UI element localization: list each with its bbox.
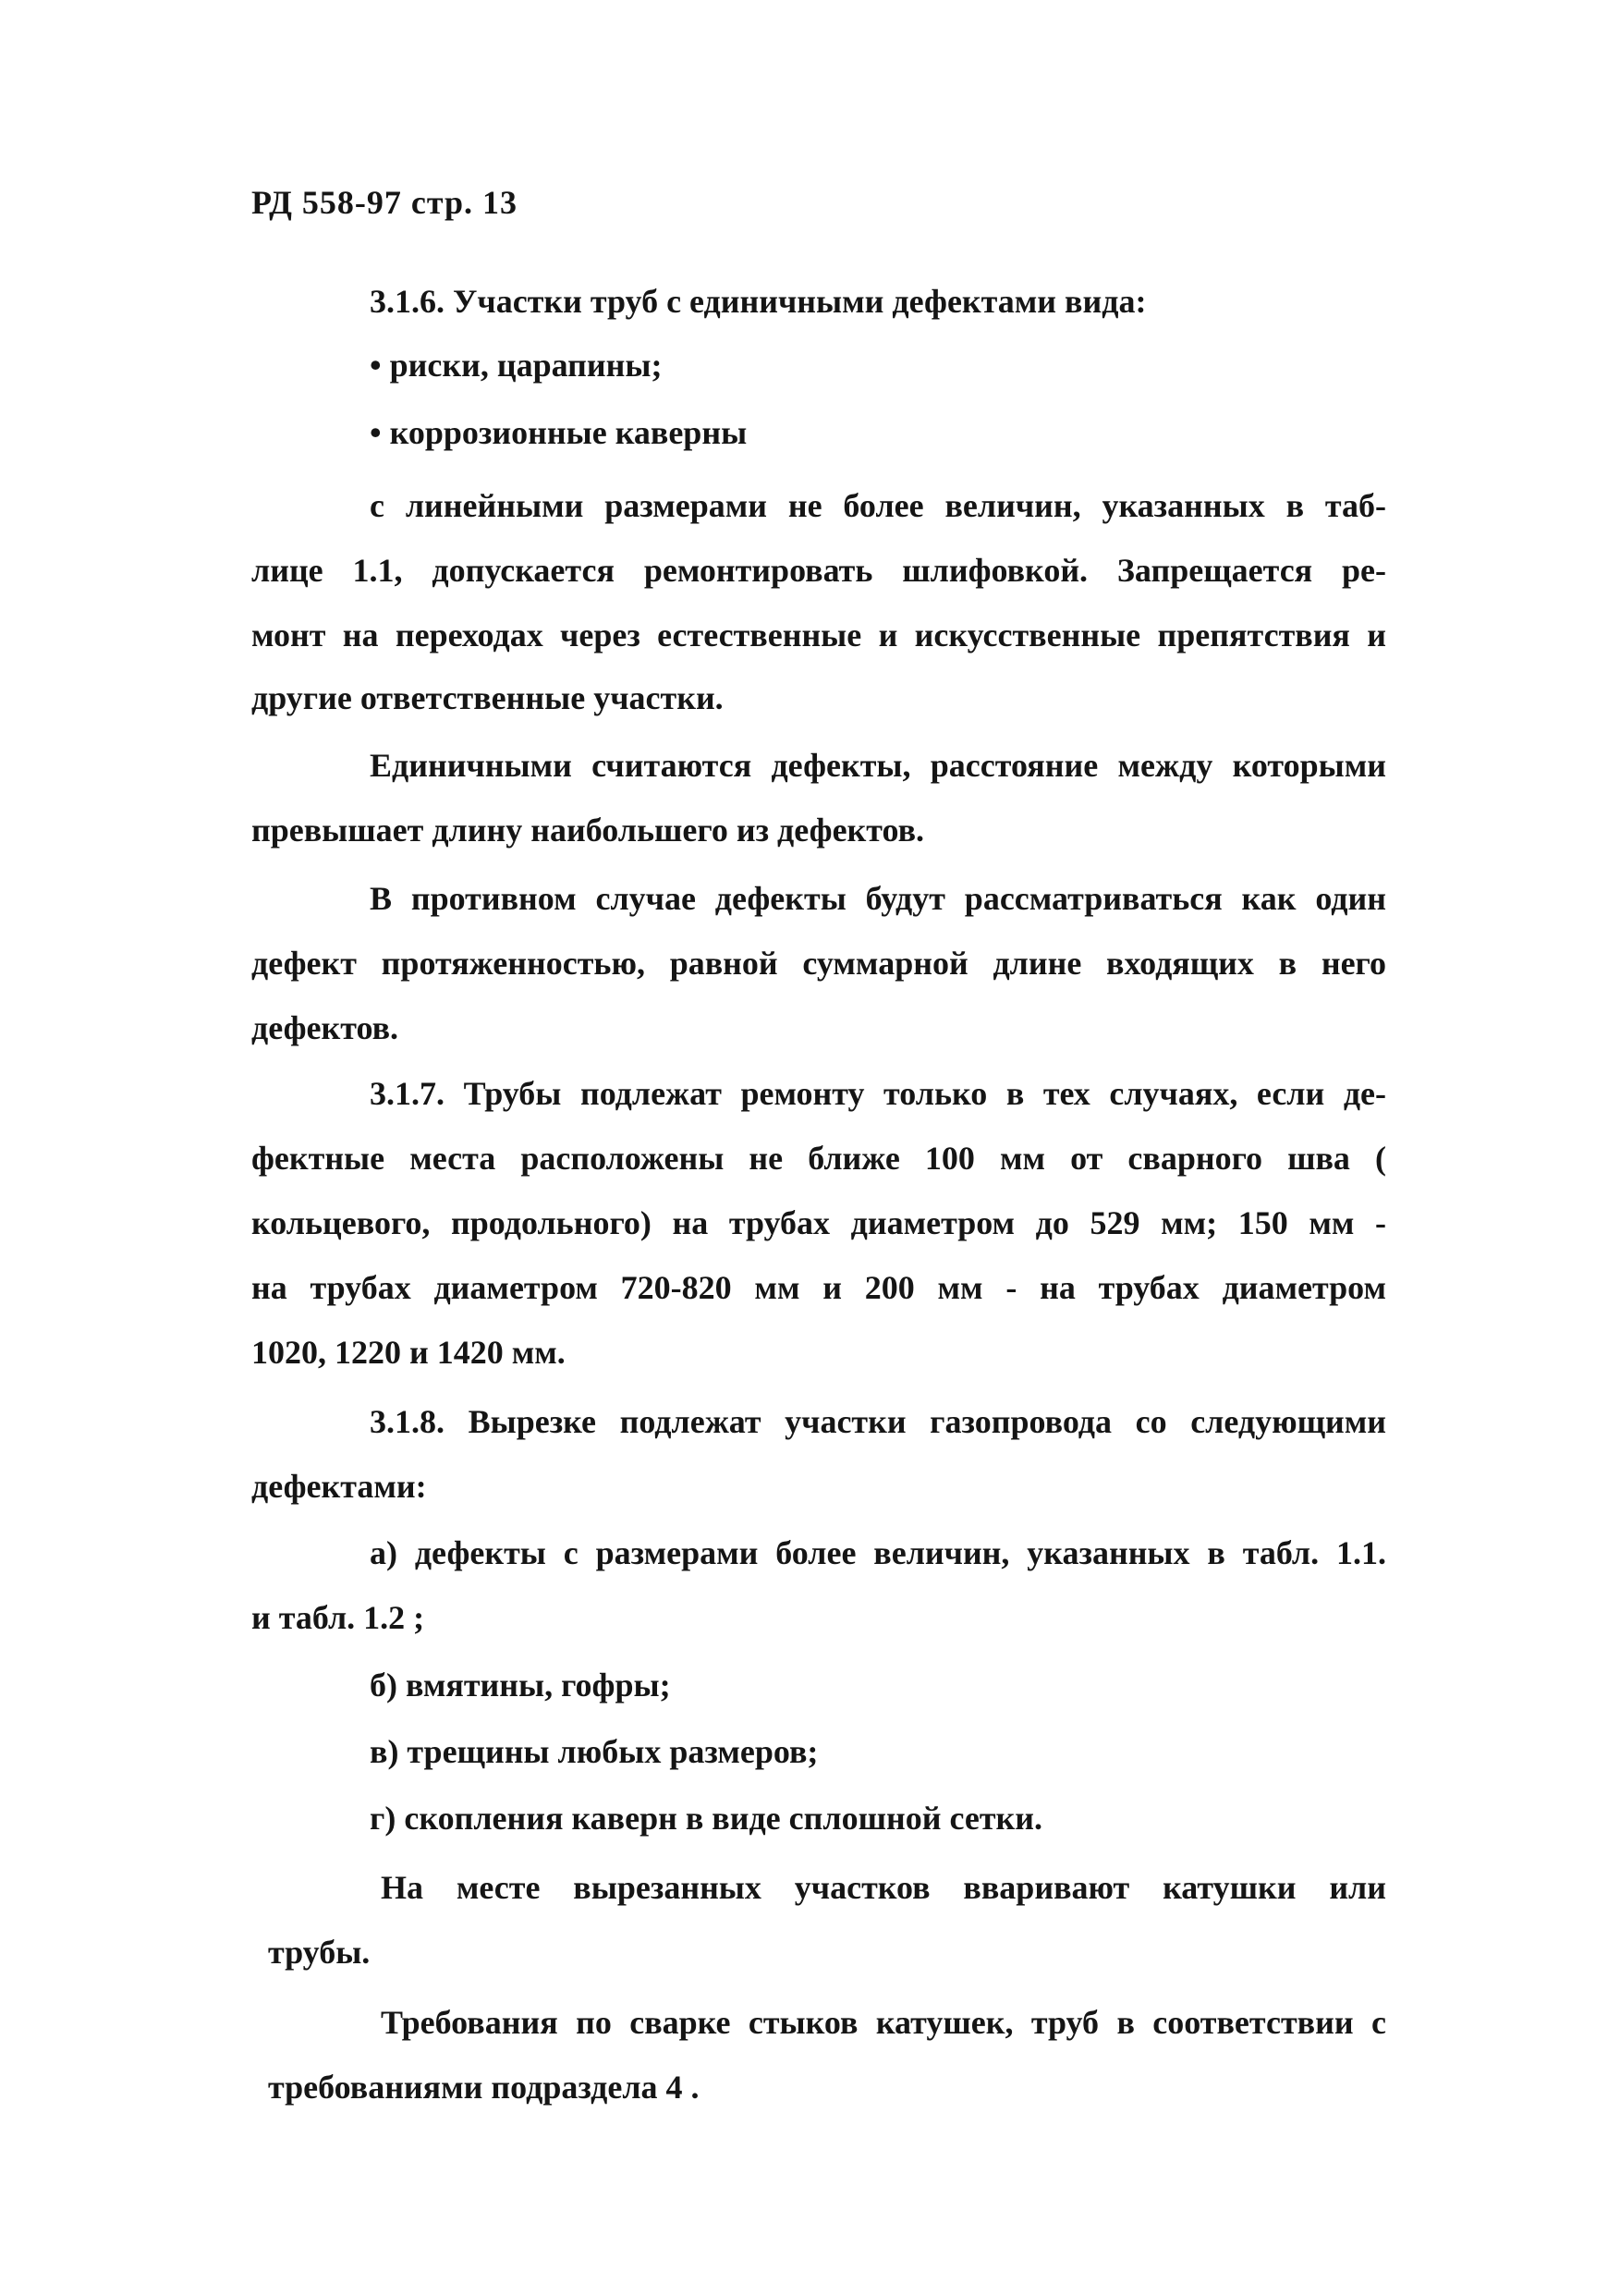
text-line: 3.1.8. Вырезке подлежат участки газопровода со следующими — [370, 1403, 1386, 1440]
text-line: а) дефекты с размерами более величин, указанных в табл. 1.1. — [370, 1534, 1386, 1571]
text-line: в) трещины любых размеров; — [370, 1733, 819, 1770]
text-line: другие ответственные участки. — [251, 679, 724, 716]
text-line: лице 1.1, допускается ремонтировать шлифовкой. Запрещается ре- — [251, 552, 1386, 589]
text-line: на трубах диаметром 720-820 мм и 200 мм - на трубах диаметром — [251, 1269, 1386, 1306]
text-line: Требования по сварке стыков катушек, труб в соответствии с — [381, 2004, 1386, 2041]
text-line: с линейными размерами не более величин, указанных в таб- — [370, 487, 1386, 524]
text-line: превышает длину наибольшего из дефектов. — [251, 812, 925, 849]
text-line: трубы. — [268, 1934, 371, 1971]
text-line: Единичными считаются дефекты, расстояние между которыми — [370, 747, 1386, 784]
text-line: • коррозионные каверны — [370, 414, 748, 451]
text-line: б) вмятины, гофры; — [370, 1667, 671, 1704]
text-line: • риски, царапины; — [370, 347, 663, 384]
text-line: 3.1.6. Участки труб с единичными дефектами вида: — [370, 283, 1147, 320]
text-line: требованиями подраздела 4 . — [268, 2069, 700, 2106]
text-line: монт на переходах через естественные и искусственные препятствия и — [251, 617, 1386, 653]
text-line: фектные места расположены не ближе 100 мм от сварного шва ( — [251, 1140, 1386, 1177]
text-line: дефект протяженностью, равной суммарной длине входящих в него — [251, 945, 1386, 982]
text-line: В противном случае дефекты будут рассматриваться как один — [370, 880, 1386, 917]
page-header: РД 558-97 стр. 13 — [251, 184, 518, 221]
text-line: дефектов. — [251, 1009, 399, 1046]
text-line: дефектами: — [251, 1468, 427, 1505]
text-line: г) скопления каверн в виде сплошной сетки. — [370, 1800, 1043, 1837]
text-line: 1020, 1220 и 1420 мм. — [251, 1334, 566, 1371]
text-line: 3.1.7. Трубы подлежат ремонту только в тех случаях, если де- — [370, 1075, 1386, 1112]
text-line: кольцевого, продольного) на трубах диаметром до 529 мм; 150 мм - — [251, 1204, 1386, 1241]
text-line: На месте вырезанных участков вваривают катушки или — [381, 1869, 1386, 1906]
text-line: и табл. 1.2 ; — [251, 1599, 425, 1636]
